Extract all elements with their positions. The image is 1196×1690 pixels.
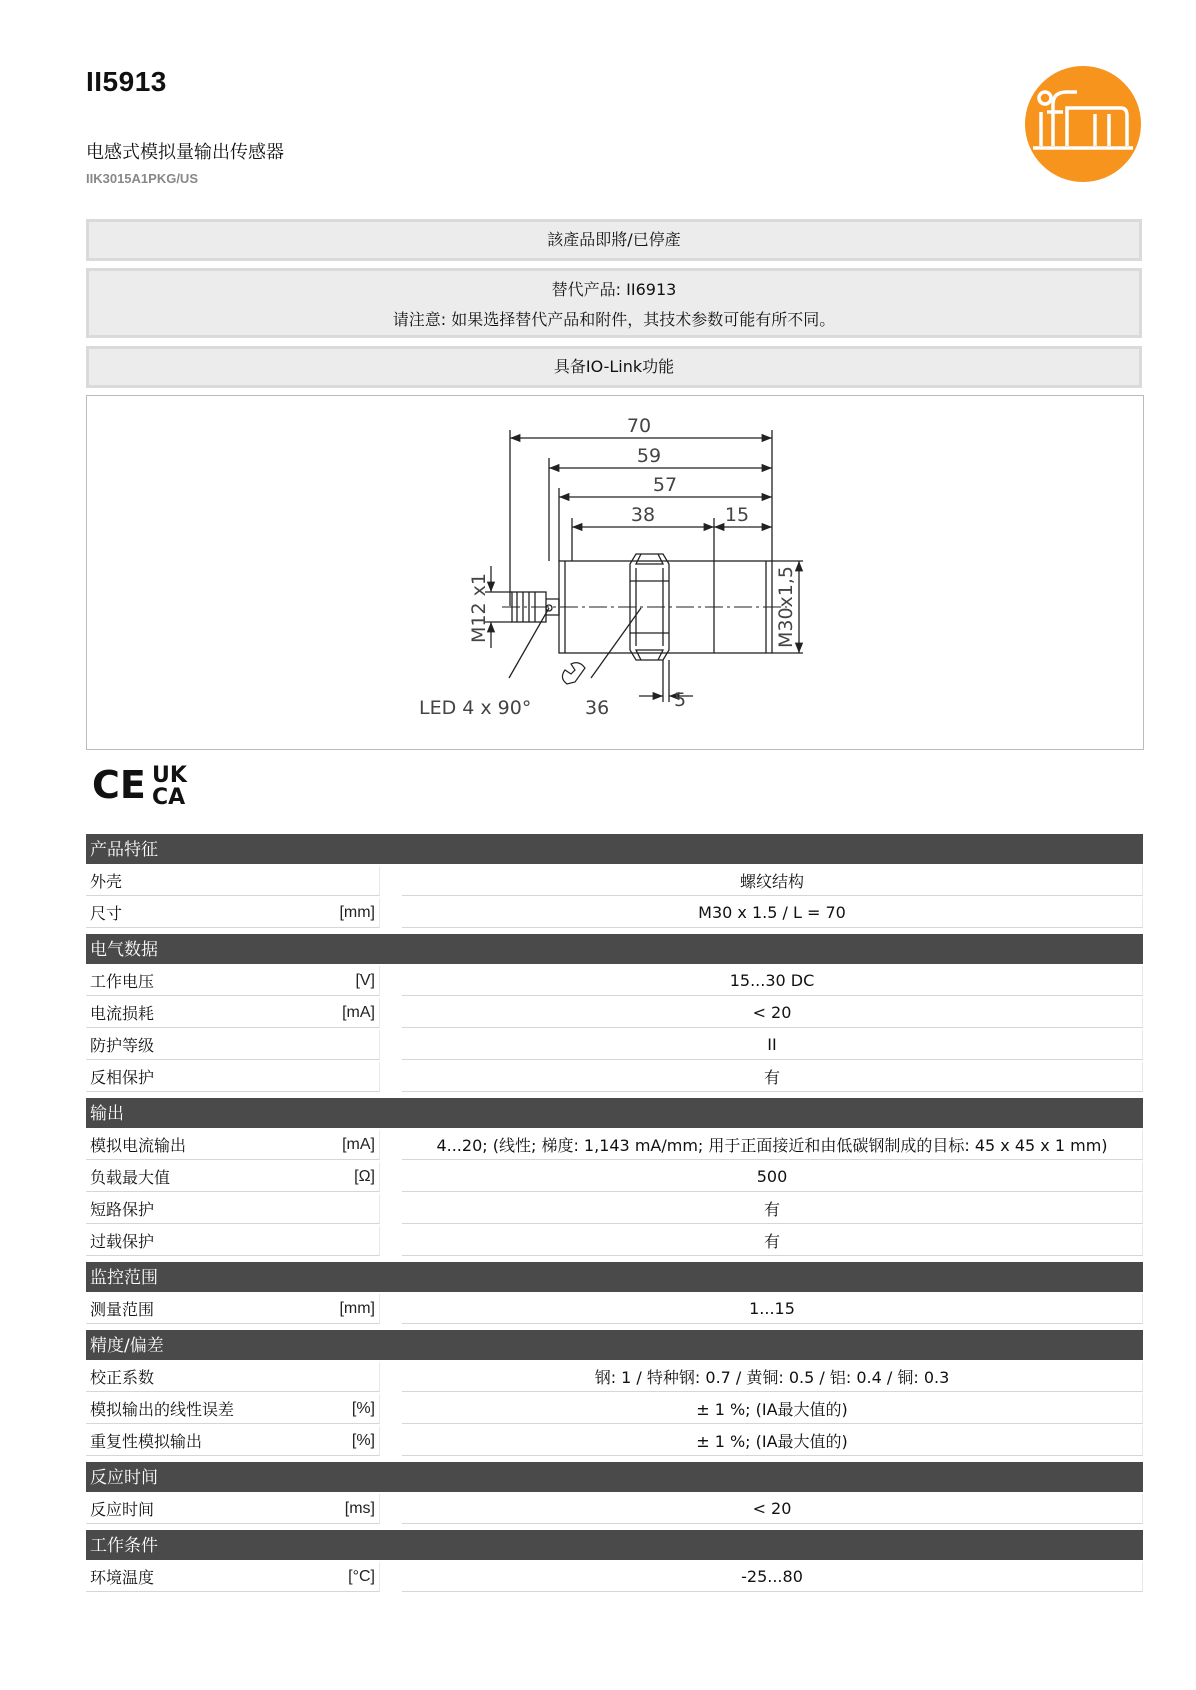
- spec-label: 尺寸: [90, 904, 123, 923]
- dim-59: 59: [636, 445, 662, 467]
- spec-unit: [mm]: [339, 903, 375, 921]
- spec-label: 测量范围: [90, 1300, 155, 1319]
- spec-label: 反相保护: [90, 1068, 155, 1087]
- spec-label-cell: [86, 998, 380, 1028]
- section-header: 电气数据: [86, 934, 1143, 964]
- spec-label: 模拟输出的线性误差: [90, 1400, 235, 1419]
- thread-large-label: M30x1,5: [775, 565, 797, 649]
- spec-table: [86, 834, 1143, 1598]
- spec-row: [86, 1494, 1143, 1524]
- spec-unit: [°C]: [348, 1567, 375, 1585]
- spec-value: 500: [402, 1162, 1143, 1192]
- section-header: 产品特征: [86, 834, 1143, 864]
- spec-row: [86, 898, 1143, 928]
- dimension-drawing: [86, 395, 1144, 750]
- article-code: IIK3015A1PKG/US: [86, 171, 198, 186]
- spec-value: < 20: [402, 1494, 1143, 1524]
- spec-label-cell: [86, 1226, 380, 1256]
- discontinued-notice: [86, 219, 1142, 261]
- dimension-drawing-svg: [87, 396, 1143, 749]
- spec-row: [86, 966, 1143, 996]
- spec-unit: [V]: [355, 971, 375, 989]
- spec-unit: [Ω]: [354, 1167, 375, 1185]
- spec-unit: [%]: [351, 1431, 375, 1449]
- wrench-size-label: 36: [585, 697, 610, 719]
- spec-label: 短路保护: [90, 1200, 155, 1219]
- spec-label-cell: [86, 966, 380, 996]
- spec-value: 钢: 1 / 特种钢: 0.7 / 黄铜: 0.5 / 铝: 0.4 / 铜: 0.3: [402, 1362, 1143, 1392]
- replacement-text: 替代产品: II6913: [551, 280, 677, 299]
- spec-row: [86, 1426, 1143, 1456]
- spec-value: 4...20; (线性; 梯度: 1,143 mA/mm; 用于正面接近和由低碳钢制成的目标: 45 x 45 x 1 mm): [402, 1130, 1143, 1160]
- section-header: 监控范围: [86, 1262, 1143, 1292]
- spec-label-cell: [86, 1562, 380, 1592]
- spec-row: [86, 1362, 1143, 1392]
- ifm-logo: [1023, 64, 1143, 184]
- ukca-mark-top: UK: [152, 763, 187, 788]
- spec-row: [86, 1194, 1143, 1224]
- section-header: 反应时间: [86, 1462, 1143, 1492]
- thread-small-label: M12 x1: [468, 573, 490, 643]
- spec-unit: [%]: [351, 1399, 375, 1417]
- spec-value: ± 1 %; (IA最大值的): [402, 1394, 1143, 1424]
- section-header: 工作条件: [86, 1530, 1143, 1560]
- spec-value: M30 x 1.5 / L = 70: [402, 898, 1143, 928]
- product-title: II5913: [86, 66, 167, 97]
- spec-label: 重复性模拟输出: [90, 1432, 203, 1451]
- spec-row: [86, 866, 1143, 896]
- spec-row: [86, 1562, 1143, 1592]
- spec-row: [86, 1130, 1143, 1160]
- spec-row: [86, 1062, 1143, 1092]
- spec-label-cell: [86, 866, 380, 896]
- discontinued-text: 該產品即將/已停產: [547, 230, 681, 249]
- dim-5: 5: [673, 689, 687, 711]
- led-label: LED 4 x 90°: [419, 697, 532, 719]
- spec-row: [86, 1226, 1143, 1256]
- spec-value: 螺纹结构: [402, 866, 1143, 896]
- spec-label-cell: [86, 1394, 380, 1424]
- spec-value: 有: [402, 1226, 1143, 1256]
- spec-unit: [mm]: [339, 1299, 375, 1317]
- ce-ukca-marks: [92, 760, 202, 810]
- replacement-note: 请注意: 如果选择替代产品和附件，其技术参数可能有所不同。: [392, 310, 836, 329]
- spec-label-cell: [86, 1426, 380, 1456]
- spec-label-cell: [86, 1194, 380, 1224]
- spec-label-cell: [86, 1062, 380, 1092]
- spec-value: II: [402, 1030, 1143, 1060]
- spec-row: [86, 1394, 1143, 1424]
- section-header: 精度/偏差: [86, 1330, 1143, 1360]
- io-link-text: 具备IO-Link功能: [553, 357, 675, 376]
- spec-unit: [mA]: [342, 1135, 375, 1153]
- spec-label-cell: [86, 1130, 380, 1160]
- spec-value: 15...30 DC: [402, 966, 1143, 996]
- spec-value: ± 1 %; (IA最大值的): [402, 1426, 1143, 1456]
- spec-label: 防护等级: [90, 1036, 155, 1055]
- spec-label: 电流损耗: [90, 1004, 155, 1023]
- spec-label-cell: [86, 1494, 380, 1524]
- spec-row: [86, 1162, 1143, 1192]
- replacement-notice: [86, 268, 1142, 338]
- spec-value: 有: [402, 1062, 1143, 1092]
- ukca-mark-bottom: CA: [152, 785, 186, 810]
- spec-row: [86, 998, 1143, 1028]
- spec-label-cell: [86, 1294, 380, 1324]
- dim-38: 38: [630, 504, 656, 526]
- spec-value: < 20: [402, 998, 1143, 1028]
- product-subtitle: 电感式模拟量输出传感器: [86, 142, 284, 163]
- dim-15: 15: [724, 504, 750, 526]
- spec-label: 工作电压: [90, 972, 155, 991]
- spec-value: -25...80: [402, 1562, 1143, 1592]
- certification-marks: [92, 760, 202, 814]
- ce-mark: CE: [92, 763, 146, 807]
- io-link-notice: [86, 346, 1142, 388]
- spec-unit: [ms]: [344, 1499, 375, 1517]
- spec-label-cell: [86, 1162, 380, 1192]
- dim-57: 57: [652, 474, 678, 496]
- spec-label: 负载最大值: [90, 1168, 171, 1187]
- spec-row: [86, 1294, 1143, 1324]
- spec-label: 外壳: [90, 872, 123, 891]
- spec-label: 环境温度: [90, 1568, 155, 1587]
- spec-label-cell: [86, 1030, 380, 1060]
- spec-label: 反应时间: [90, 1500, 155, 1519]
- dim-70: 70: [626, 415, 652, 437]
- spec-label: 过载保护: [90, 1232, 155, 1251]
- spec-label-cell: [86, 1362, 380, 1392]
- spec-value: 有: [402, 1194, 1143, 1224]
- section-header: 输出: [86, 1098, 1143, 1128]
- spec-unit: [mA]: [342, 1003, 375, 1021]
- spec-label: 模拟电流输出: [90, 1136, 187, 1155]
- spec-row: [86, 1030, 1143, 1060]
- spec-label: 校正系数: [90, 1368, 155, 1387]
- spec-label-cell: [86, 898, 380, 928]
- spec-value: 1...15: [402, 1294, 1143, 1324]
